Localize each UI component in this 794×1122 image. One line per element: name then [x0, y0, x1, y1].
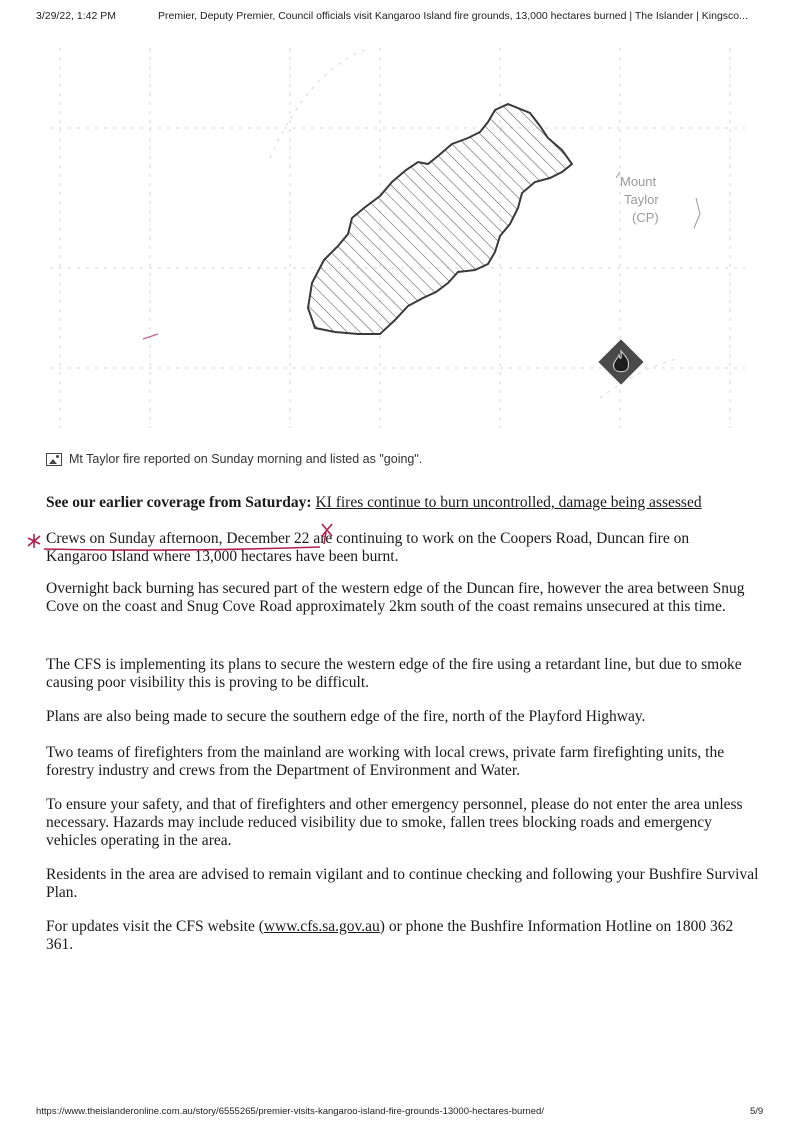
cfs-website-link[interactable]: www.cfs.sa.gov.au — [263, 918, 380, 935]
image-caption — [46, 452, 422, 466]
map-label-line3: (CP) — [632, 210, 659, 225]
handwritten-annotation — [20, 516, 340, 556]
fire-map — [40, 38, 755, 438]
mount-taylor-label — [620, 174, 659, 225]
print-datetime: 3/29/22, 1:42 PM — [36, 10, 116, 22]
earlier-coverage-link[interactable]: KI fires continue to burn uncontrolled, damage being assessed — [315, 494, 702, 511]
page-number: 5/9 — [750, 1106, 764, 1117]
image-icon — [46, 453, 62, 466]
paragraph-back-burning: Overnight back burning has secured part of the western edge of the Duncan fire, however the area between Snug Cove on the coast and Snug Cove Road approximately 2km south of the coast remains unsecured at this time. — [46, 580, 745, 615]
paragraph-crews-rest: are continuing to work on the Coopers Road, Duncan fire on — [309, 530, 690, 547]
underline-mark — [44, 547, 320, 550]
print-page-title: Premier, Deputy Premier, Council officials visit Kangaroo Island fire grounds, 13,000 hectares burned | The Islander | Kingsco... — [158, 10, 748, 22]
earlier-coverage-lead: See our earlier coverage from Saturday: — [46, 494, 312, 511]
paragraph-updates — [46, 918, 762, 954]
paragraph-retardant-line: The CFS is implementing its plans to secure the western edge of the fire using a retardant line, but due to smoke causing poor visibility this is proving to be difficult. — [46, 656, 742, 691]
caption-text: Mt Taylor fire reported on Sunday morning and listed as "going". — [69, 452, 423, 466]
paragraph-firefighter-teams: Two teams of firefighters from the mainland are working with local crews, private farm firefighting units, the forestry industry and crews from the Department of Environment and Water. — [46, 744, 725, 779]
asterisk-mark-left — [28, 534, 40, 548]
paragraph-crews-line2: Kangaroo Island where 13,000 hectares have been burnt. — [46, 548, 399, 565]
updates-after: ) or phone the Bushfire Information Hotline on 1800 362 361. — [46, 918, 734, 953]
paragraph-southern-edge: Plans are also being made to secure the southern edge of the fire, north of the Playford Highway. — [46, 708, 646, 725]
map-label-line1: Mount — [620, 174, 657, 189]
paragraph-safety: To ensure your safety, and that of firefighters and other emergency personnel, please do not enter the area unless necessary. Hazards may include reduced visibility due to smoke, fallen trees blocking roads and emergency vehicles operating in the area. — [46, 796, 743, 849]
print-url: https://www.theislanderonline.com.au/story/6555265/premier-visits-kangaroo-island-fire-grounds-13000-hectares-burned/ — [36, 1106, 544, 1117]
asterisk-mark-right — [322, 524, 332, 544]
fire-diamond-icon[interactable] — [598, 339, 643, 384]
map-label-line2: Taylor — [624, 192, 659, 207]
paragraph-vigilant: Residents in the area are advised to remain vigilant and to continue checking and following your Bushfire Survival Plan. — [46, 866, 759, 901]
earlier-coverage — [46, 494, 762, 512]
highlighted-phrase: Crews on Sunday afternoon, December 22 — [46, 530, 310, 547]
burn-area-polygon — [308, 104, 572, 334]
updates-before: For updates visit the CFS website ( — [46, 918, 264, 935]
